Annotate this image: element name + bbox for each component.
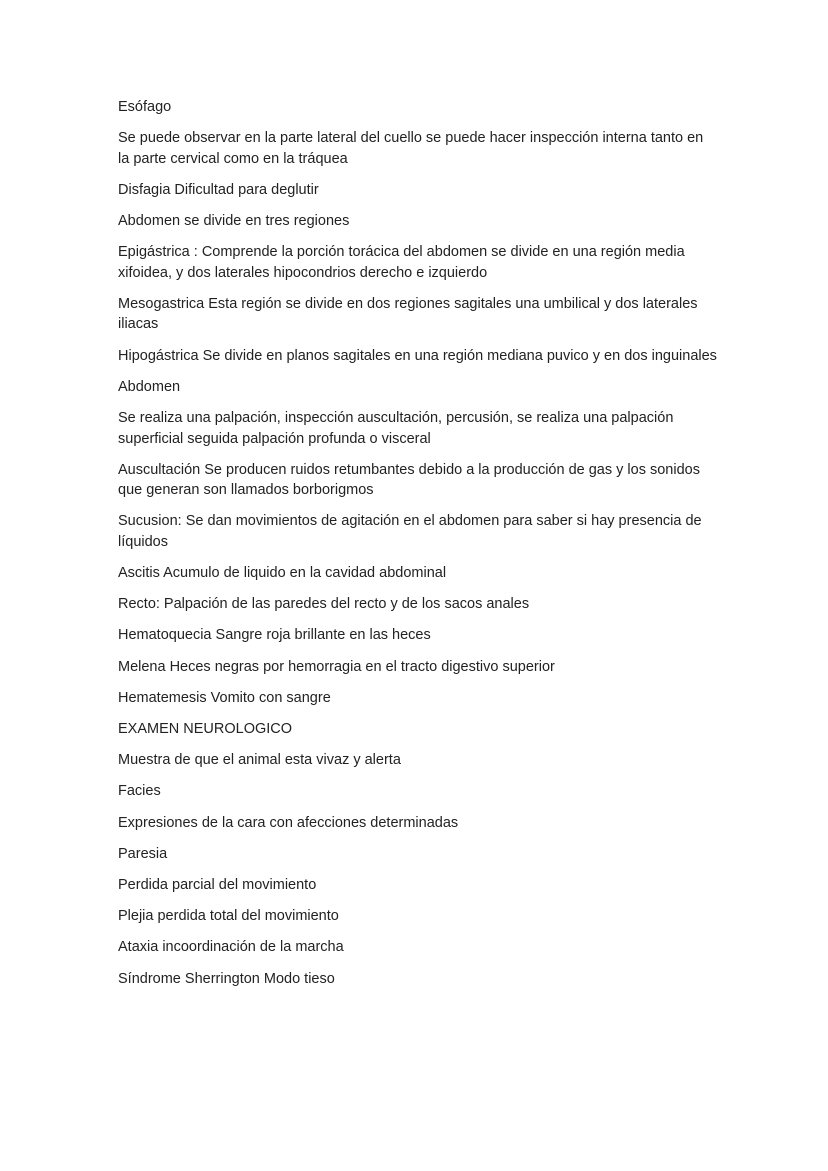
paragraph: Síndrome Sherrington Modo tieso bbox=[118, 970, 335, 987]
section-heading: EXAMEN NEUROLOGICO bbox=[118, 721, 293, 737]
paragraph: Paresia bbox=[118, 845, 168, 862]
paragraph: Se puede observar en la parte lateral del cuello se puede hacer inspección interna tanto en la parte cervical como en la tráquea bbox=[118, 130, 704, 167]
paragraph: Ascitis Acumulo de liquido en la cavidad abdominal bbox=[118, 565, 447, 582]
paragraph: Disfagia Dificultad para deglutir bbox=[118, 181, 319, 198]
paragraph: Ataxia incoordinación de la marcha bbox=[118, 939, 344, 956]
paragraph: Facies bbox=[118, 783, 161, 800]
paragraph: Melena Heces negras por hemorragia en el tracto digestivo superior bbox=[118, 658, 555, 675]
document-body bbox=[118, 97, 718, 1000]
paragraph: Expresiones de la cara con afecciones determinadas bbox=[118, 814, 459, 831]
paragraph: Perdida parcial del movimiento bbox=[118, 876, 317, 893]
paragraph: Hematemesis Vomito con sangre bbox=[118, 689, 331, 706]
paragraph: Recto: Palpación de las paredes del recto y de los sacos anales bbox=[118, 596, 530, 613]
paragraph: Hematoquecia Sangre roja brillante en las heces bbox=[118, 627, 431, 644]
paragraph: Mesogastrica Esta región se divide en dos regiones sagitales una umbilical y dos laterales iliacas bbox=[118, 295, 698, 333]
paragraph: Epigástrica : Comprende la porción torácica del abdomen se divide en una región media xifoidea, y dos laterales hipocondrios derecho e izquierdo bbox=[118, 244, 685, 281]
paragraph: Se realiza una palpación, inspección auscultación, percusión, se realiza una palpación superficial seguida palpación profunda o visceral bbox=[118, 410, 674, 447]
paragraph: Plejia perdida total del movimiento bbox=[118, 908, 339, 925]
paragraph: Auscultación Se producen ruidos retumbantes debido a la producción de gas y los sonidos que generan son llamados borborigmos bbox=[118, 461, 700, 499]
paragraph: Muestra de que el animal esta vivaz y alerta bbox=[118, 752, 401, 769]
paragraph: Abdomen bbox=[118, 378, 181, 395]
paragraph: Sucusion: Se dan movimientos de agitación en el abdomen para saber si hay presencia de líquidos bbox=[118, 513, 702, 550]
paragraph: Abdomen se divide en tres regiones bbox=[118, 213, 350, 230]
paragraph: Esófago bbox=[118, 99, 172, 115]
paragraph: Hipogástrica Se divide en planos sagitales en una región mediana puvico y en dos inguinales bbox=[118, 347, 717, 364]
